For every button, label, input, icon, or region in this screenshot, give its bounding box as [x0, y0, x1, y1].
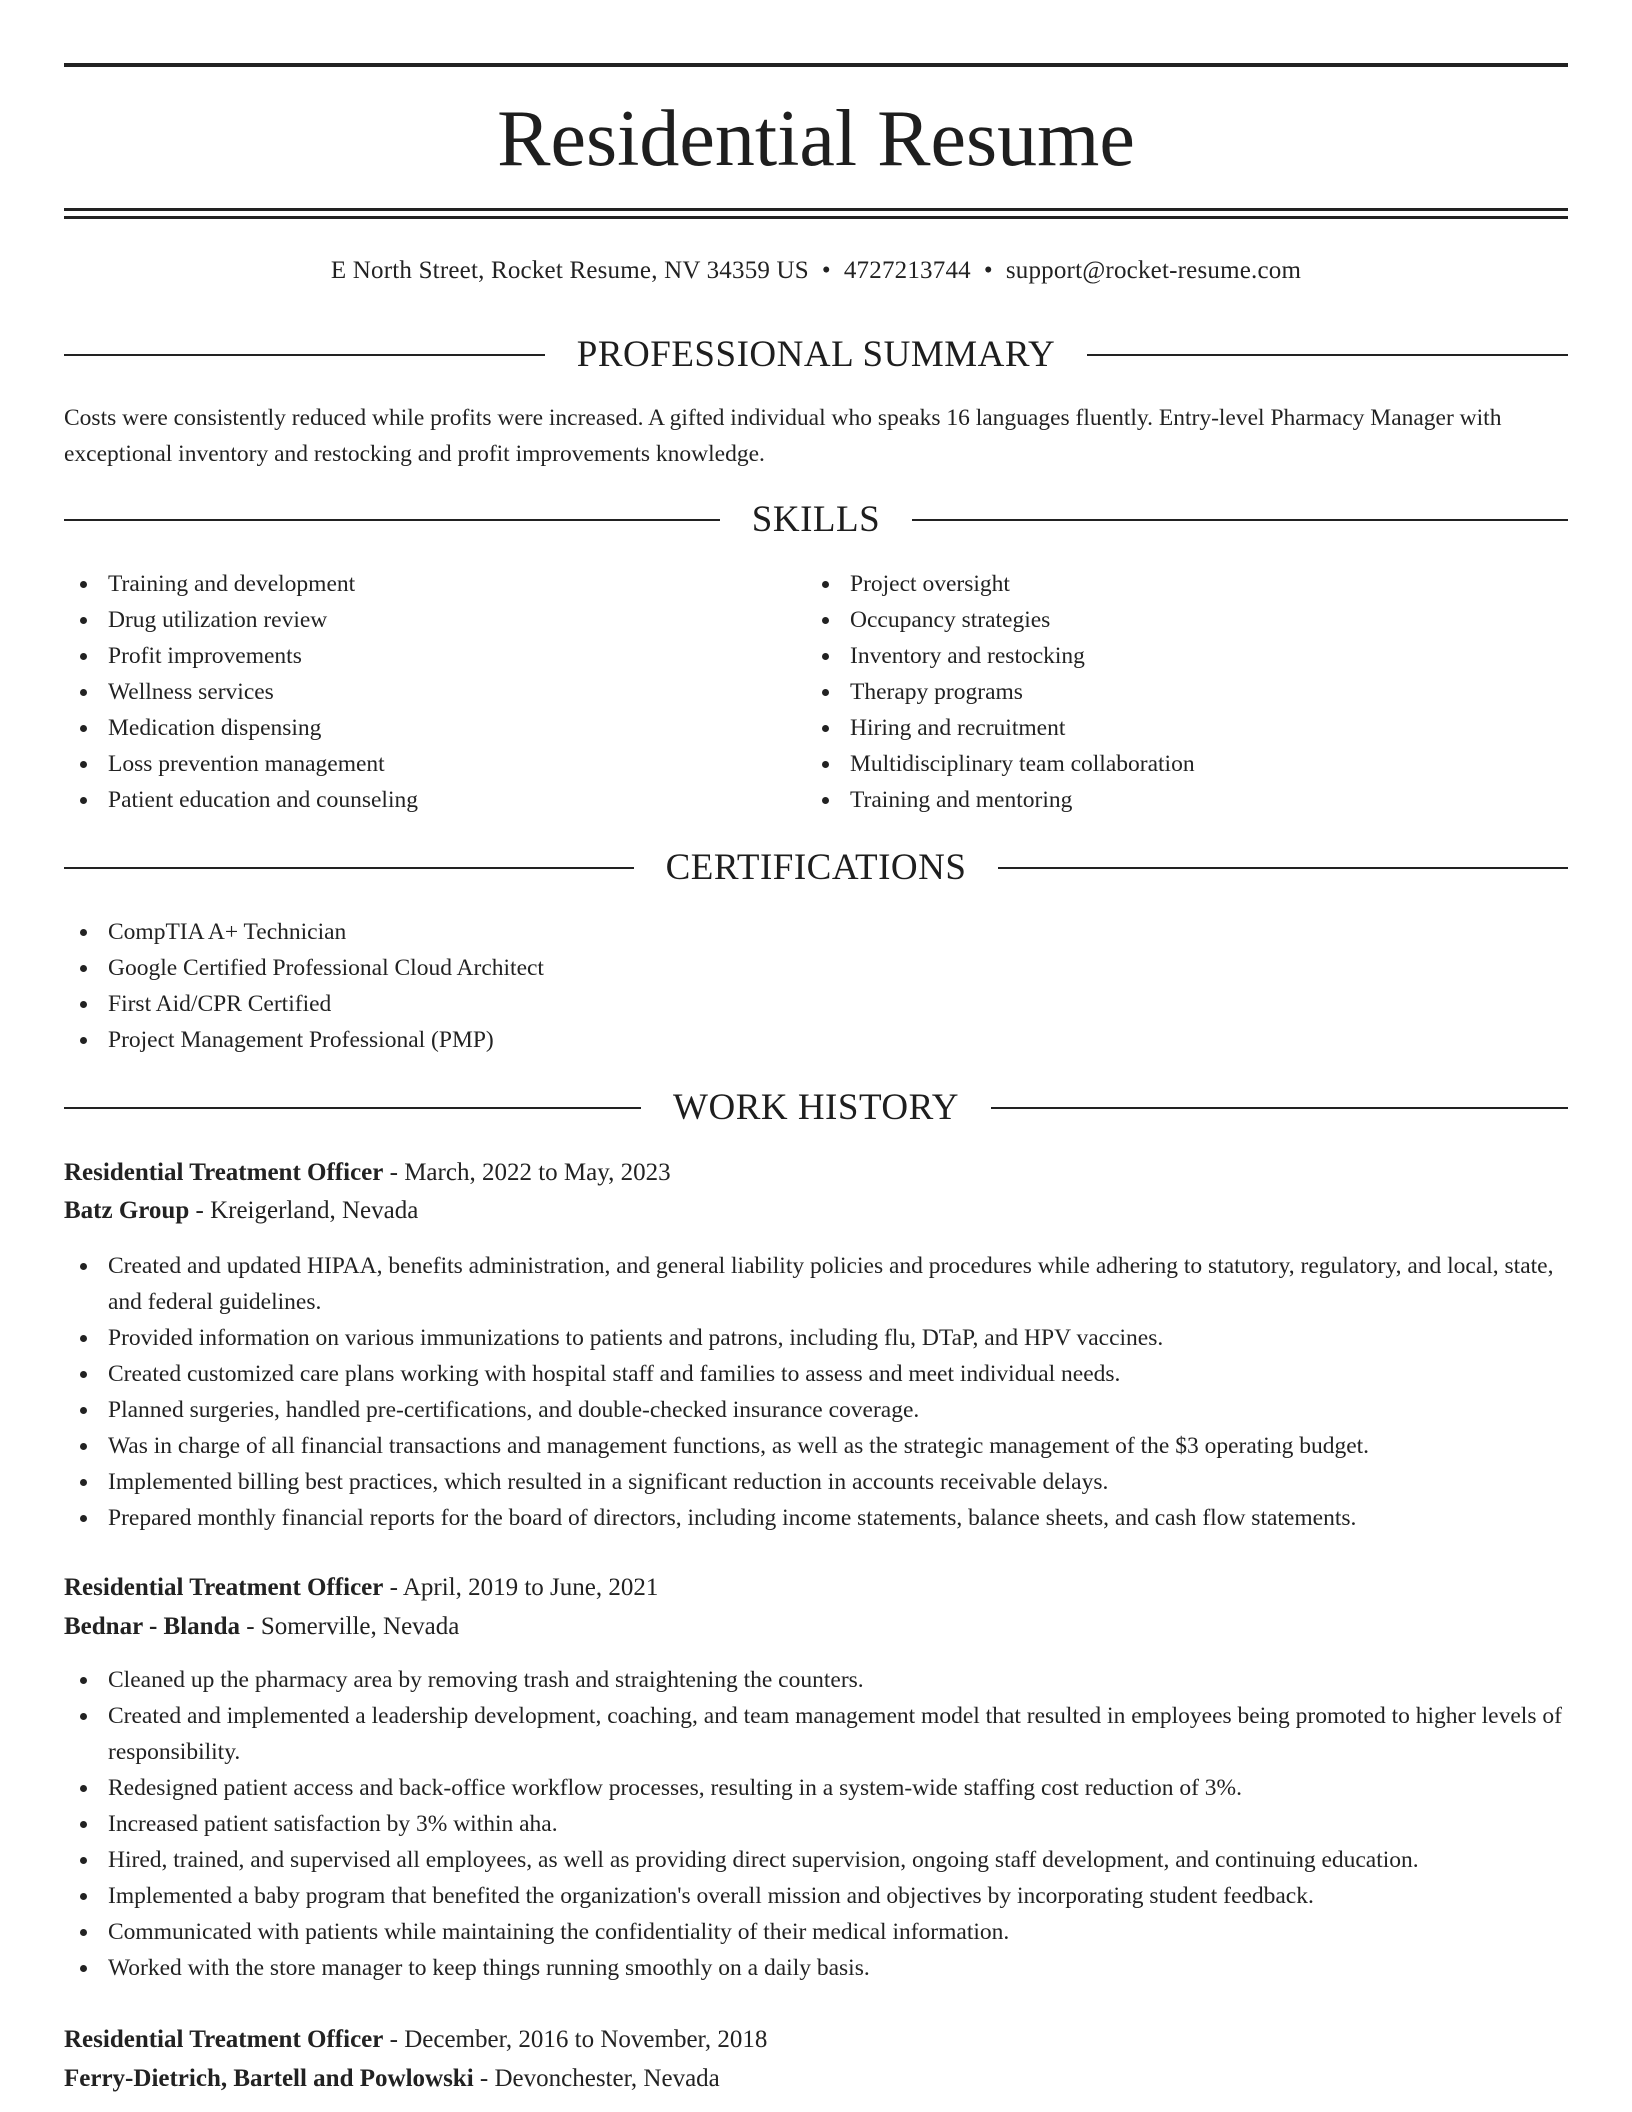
job-title: Residential Treatment Officer [64, 2026, 384, 2053]
section-rule [991, 1107, 1568, 1109]
job-bullet-item: Implemented billing best practices, which resulted in a significant reduction in accounts receivable delays. [64, 1464, 1568, 1500]
section-rule [998, 867, 1568, 869]
skill-item: Drug utilization review [64, 602, 806, 638]
contact-separator: • [983, 257, 993, 284]
job-bullet-item: Prepared monthly financial reports for the board of directors, including income statements, balance sheets, and cash flow statements. [64, 1500, 1568, 1536]
job-title-line: Residential Treatment Officer - December, 2016 to November, 2018 [64, 2026, 768, 2053]
job-bullet-item: Created and implemented a leadership development, coaching, and team management model that resulted in employees being promoted to higher levels of responsibility. [64, 1698, 1568, 1770]
job-dates: April, 2019 to June, 2021 [402, 1574, 659, 1601]
skill-item: Medication dispensing [64, 710, 806, 746]
contact-email: support@rocket-resume.com [1005, 257, 1302, 284]
skills-list-right [806, 566, 1548, 818]
job-title: Residential Treatment Officer [64, 1159, 384, 1186]
skills-columns [64, 566, 1568, 818]
job-bullet-item: Provided information on various immunizations to patients and patrons, including flu, DTaP, and HPV vaccines. [64, 1320, 1568, 1356]
top-rule [64, 63, 1568, 67]
job-location: Kreigerland, Nevada [210, 1197, 419, 1224]
contact-separator: • [821, 257, 831, 284]
skill-item: Wellness services [64, 674, 806, 710]
job-bullet-item: Increased patient satisfaction by 3% within aha. [64, 1806, 1568, 1842]
job-bullet-item: Was in charge of all financial transactions and management functions, as well as the strategic management of the $3 operating budget. [64, 1428, 1568, 1464]
contact-address: E North Street, Rocket Resume, NV 34359 US [330, 257, 809, 284]
contact-line [64, 253, 1568, 289]
job-bullet-item: Created customized care plans working with hospital staff and families to assess and meet individual needs. [64, 1356, 1568, 1392]
certification-item: First Aid/CPR Certified [64, 986, 1568, 1022]
skill-item: Patient education and counseling [64, 782, 806, 818]
job-title-line: Residential Treatment Officer - April, 2019 to June, 2021 [64, 1574, 659, 1601]
section-title-skills: SKILLS [751, 499, 881, 540]
section-rule [1087, 354, 1568, 356]
skill-item: Occupancy strategies [806, 602, 1548, 638]
section-title-work: WORK HISTORY [673, 1087, 959, 1128]
certification-item: Project Management Professional (PMP) [64, 1022, 1568, 1058]
skill-item: Therapy programs [806, 674, 1548, 710]
section-header-summary [64, 333, 1568, 377]
contact-phone: 4727213744 [843, 257, 971, 284]
section-header-skills [64, 498, 1568, 542]
job-company: Bednar - Blanda [64, 1613, 240, 1640]
section-rule [64, 354, 545, 356]
job-bullet-item: Hired, trained, and supervised all employees, as well as providing direct supervision, ongoing staff development, and continuing education. [64, 1842, 1568, 1878]
section-rule [912, 519, 1568, 521]
certification-item: CompTIA A+ Technician [64, 914, 1568, 950]
skill-item: Inventory and restocking [806, 638, 1548, 674]
skill-item: Loss prevention management [64, 746, 806, 782]
job-company-line: Batz Group - Kreigerland, Nevada [64, 1197, 419, 1224]
job-location: Somerville, Nevada [260, 1613, 460, 1640]
skill-item: Multidisciplinary team collaboration [806, 746, 1548, 782]
skill-item: Profit improvements [64, 638, 806, 674]
certifications-list [64, 914, 1568, 1058]
job-bullet-item: Communicated with patients while maintaining the confidentiality of their medical information. [64, 1914, 1568, 1950]
job-bullets [64, 1662, 1568, 1986]
job-company-line: Bednar - Blanda - Somerville, Nevada [64, 1613, 460, 1640]
skill-item: Training and development [64, 566, 806, 602]
section-header-work [64, 1086, 1568, 1130]
summary-text: Costs were consistently reduced while profits were increased. A gifted individual who speaks 16 languages fluently. Entry-level Pharmacy Manager with exceptional inventory and restocking and profit improvements knowledge. [64, 405, 1502, 467]
job-bullet-item: Cleaned up the pharmacy area by removing trash and straightening the counters. [64, 1662, 1568, 1698]
job-title: Residential Treatment Officer [64, 1574, 384, 1601]
job-bullet-item: Redesigned patient access and back-office workflow processes, resulting in a system-wide staffing cost reduction of 3%. [64, 1770, 1568, 1806]
job-bullet-item: Implemented a baby program that benefited the organization's overall mission and objectives by incorporating student feedback. [64, 1878, 1568, 1914]
job-dates: December, 2016 to November, 2018 [404, 2026, 768, 2053]
section-rule [64, 1107, 641, 1109]
job-company: Batz Group [64, 1197, 190, 1224]
section-rule [64, 519, 720, 521]
job-bullet-item: Planned surgeries, handled pre-certifications, and double-checked insurance coverage. [64, 1392, 1568, 1428]
skill-item: Hiring and recruitment [806, 710, 1548, 746]
section-title-summary: PROFESSIONAL SUMMARY [576, 334, 1056, 375]
title-double-rule [64, 208, 1568, 219]
section-header-certifications [64, 846, 1568, 890]
job-bullet-item: Worked with the store manager to keep things running smoothly on a daily basis. [64, 1950, 1568, 1986]
certification-item: Google Certified Professional Cloud Architect [64, 950, 1568, 986]
job-location: Devonchester, Nevada [494, 2065, 720, 2092]
section-title-certifications: CERTIFICATIONS [665, 847, 967, 888]
job-company-line: Ferry-Dietrich, Bartell and Powlowski - Devonchester, Nevada [64, 2065, 720, 2092]
resume-title: Residential Resume [497, 95, 1135, 183]
job-title-line: Residential Treatment Officer - March, 2022 to May, 2023 [64, 1159, 671, 1186]
job-bullets [64, 1248, 1568, 1536]
skill-item: Training and mentoring [806, 782, 1548, 818]
job-bullet-item: Created and updated HIPAA, benefits administration, and general liability policies and procedures while adhering to statutory, regulatory, and local, state, and federal guidelines. [64, 1248, 1568, 1320]
skill-item: Project oversight [806, 566, 1548, 602]
skills-list-left [64, 566, 806, 818]
job-company: Ferry-Dietrich, Bartell and Powlowski [64, 2065, 474, 2092]
section-rule [64, 867, 634, 869]
job-dates: March, 2022 to May, 2023 [404, 1159, 671, 1186]
